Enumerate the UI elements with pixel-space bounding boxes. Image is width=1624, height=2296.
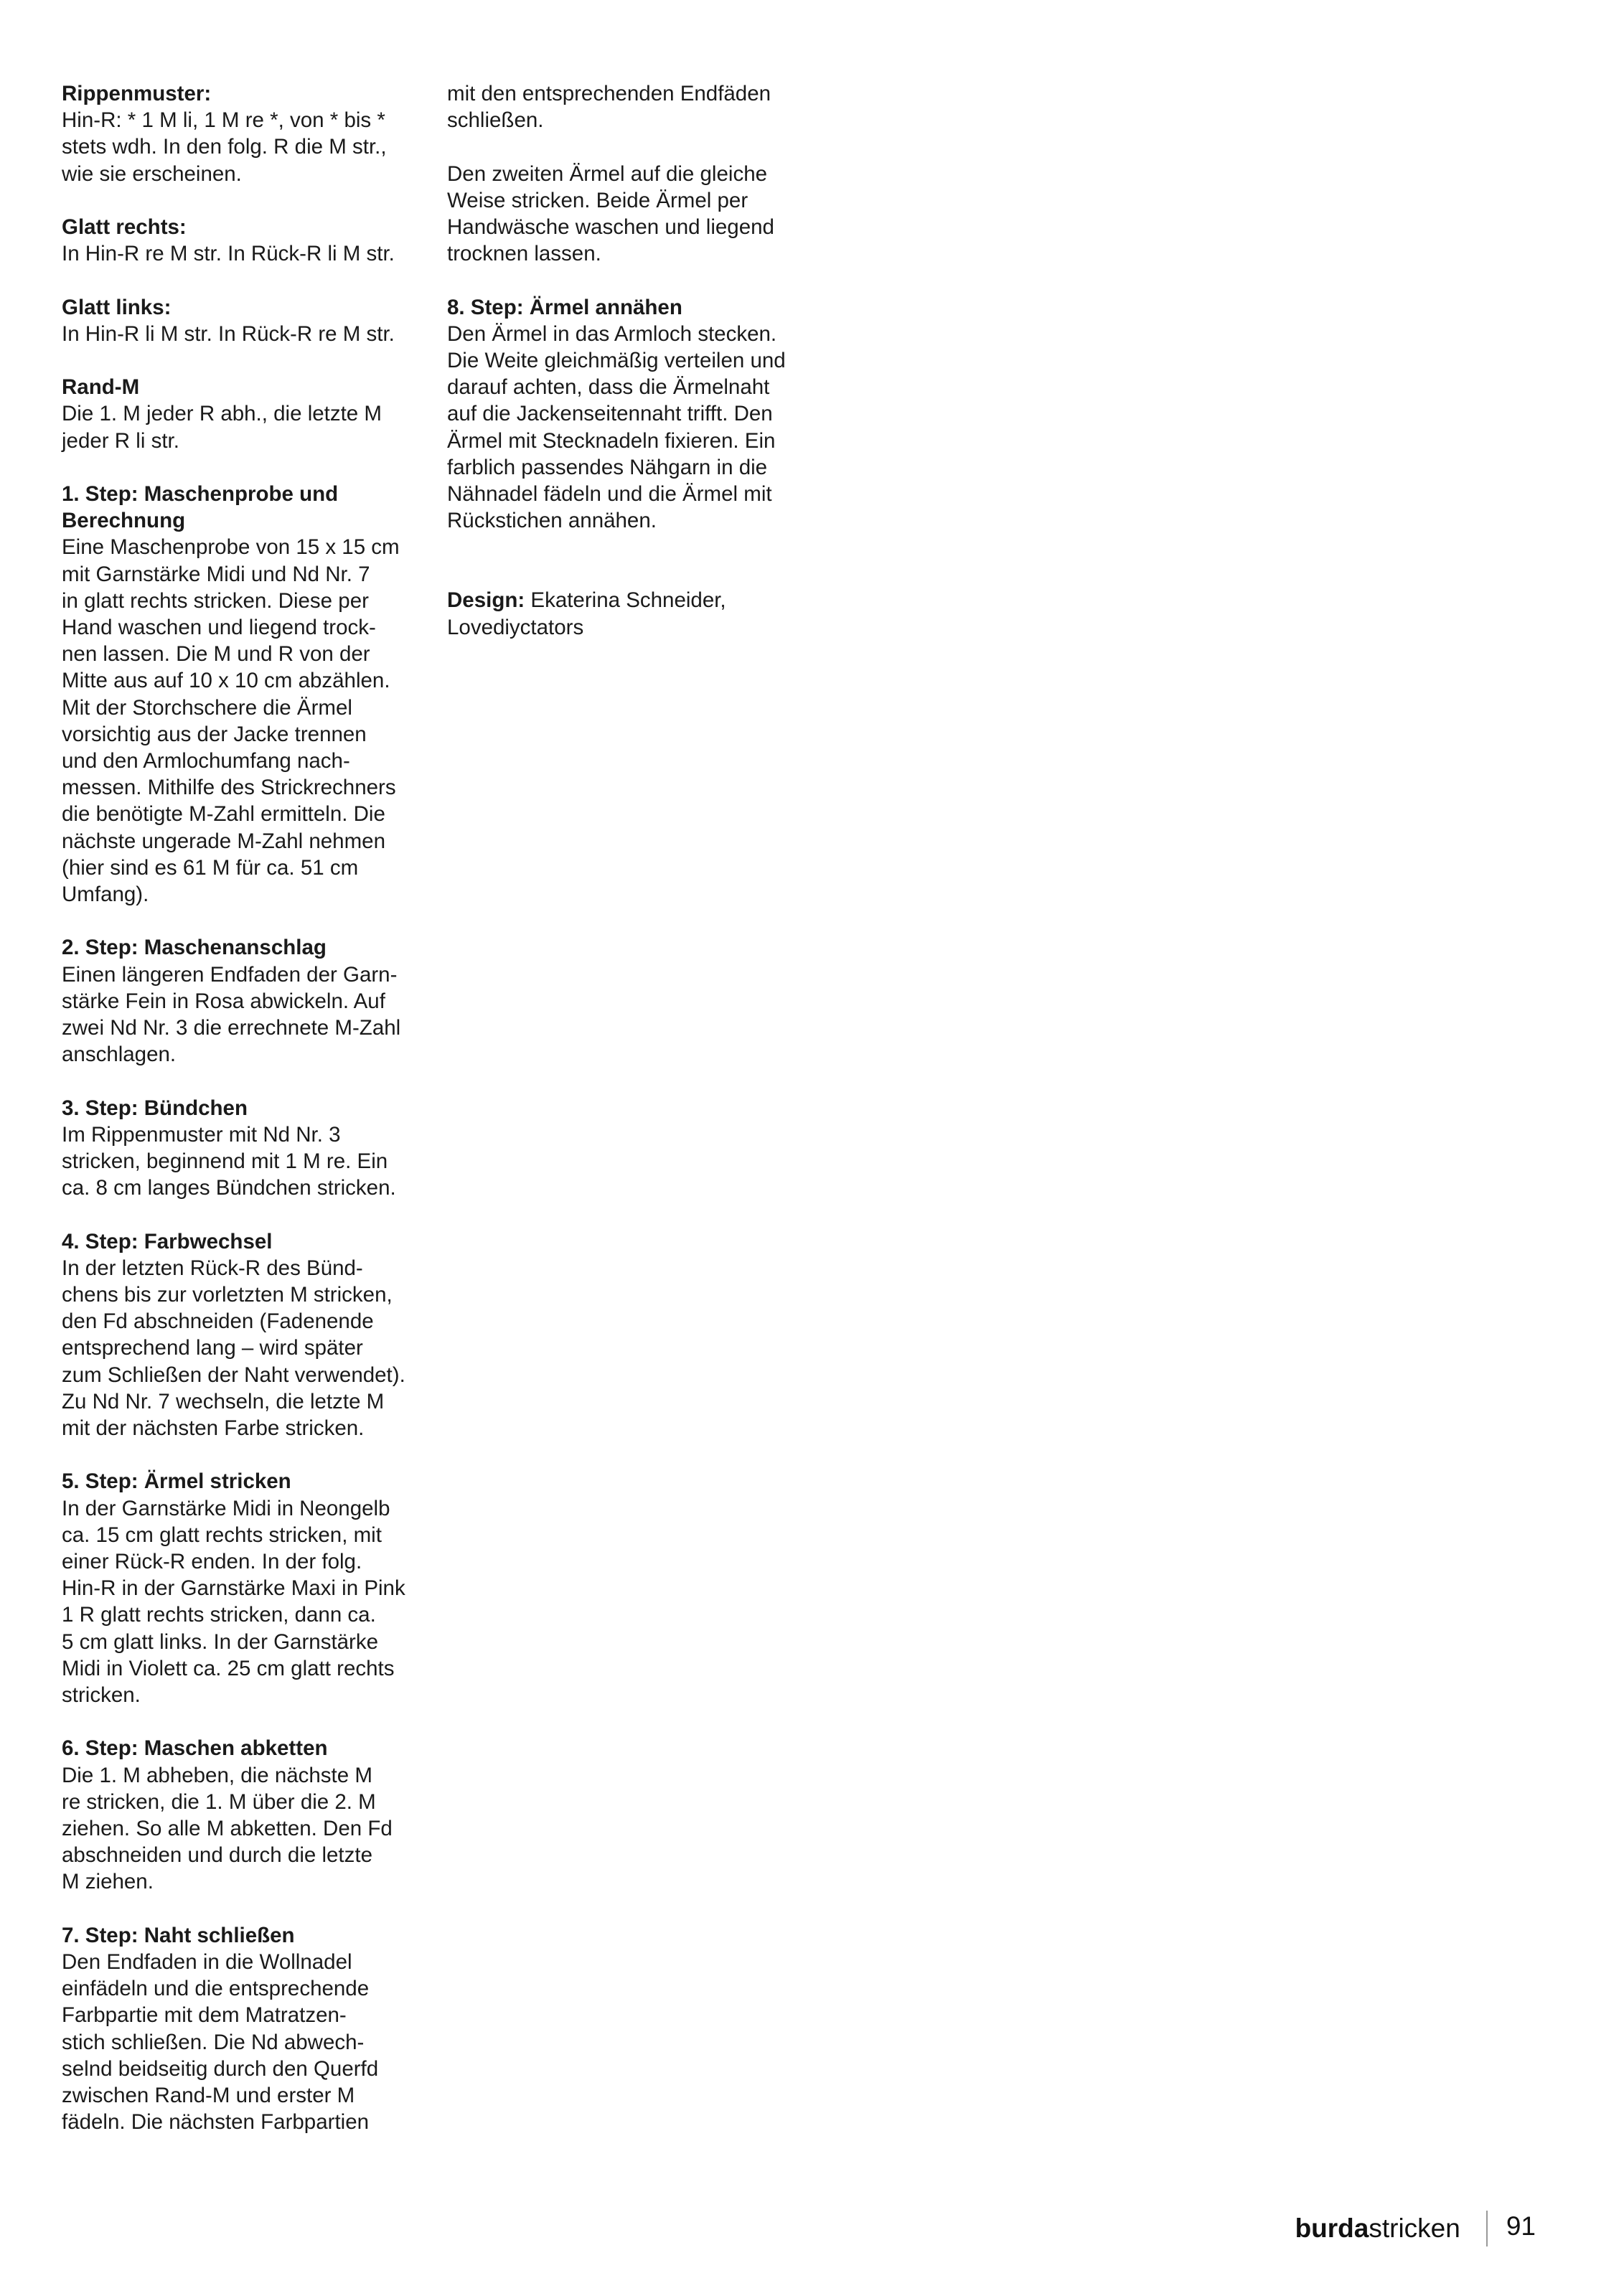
body-text-line: darauf achten, dass die Ärmelnaht [447,375,770,400]
body-text-line: In der Garnstärke Midi in Neongelb [62,1496,390,1520]
body-text-line: mit den entsprechenden Endfäden [447,82,771,105]
body-text-line: Midi in Violett ca. 25 cm glatt rechts [62,1656,395,1680]
body-text-line: einfädeln und die entsprechende [62,1977,370,2001]
body-text-line: Die 1. M abheben, die nächste M [62,1763,372,1787]
body-text-line: Die Weite gleichmäßig verteilen und [447,349,786,372]
body-text-line: stricken. [62,1683,141,1708]
credit-name: Ekaterina Schneider, [530,588,726,613]
body-text-line: In der letzten Rück-R des Bünd- [62,1256,363,1280]
body-text-line: ziehen. So alle M abketten. Den Fd [62,1817,393,1841]
section-heading: Glatt links: [62,295,172,319]
body-text-line: In Hin-R li M str. In Rück-R re M str. [62,321,395,346]
body-text-line: auf die Jackenseitennaht trifft. Den [447,402,773,426]
section-heading: Berechnung [62,509,186,533]
instruction-section [62,80,421,187]
brand-name-light: stricken [1369,2213,1460,2243]
body-text-line: jeder R li str. [62,428,179,453]
section-heading: Rippenmuster: [62,82,212,105]
body-text-line: (hier sind es 61 M für ca. 51 cm [62,855,359,880]
body-text-line: in glatt rechts stricken. Diese per [62,588,369,613]
body-text-line: stich schließen. Die Nd abwech- [62,2030,365,2054]
body-text-line: fädeln. Die nächsten Farbpartien [62,2110,370,2135]
body-text-line: selnd beidseitig durch den Querfd [62,2056,379,2081]
body-text-line: Zu Nd Nr. 7 wechseln, die letzte M [62,1389,385,1413]
body-text-line: Nähnadel fädeln und die Ärmel mit [447,482,772,507]
body-text-line: ca. 15 cm glatt rechts stricken, mit [62,1523,382,1547]
instruction-section [62,1228,421,1442]
right-column-sections [447,80,806,534]
credit-label: Design: [447,588,525,613]
left-column [62,80,421,2163]
body-text-line: die benötigte M-Zahl ermitteln. Die [62,802,385,827]
body-text-line: Ärmel mit Stecknadeln fixieren. Ein [447,428,776,453]
body-text-line: farblich passendes Nähgarn in die [447,455,768,479]
body-text-line: schließen. [447,108,544,133]
instruction-section [62,1095,421,1202]
body-text-line: Im Rippenmuster mit Nd Nr. 3 [62,1122,341,1147]
body-text-line: stets wdh. In den folg. R die M str., [62,135,387,159]
section-heading: 4. Step: Farbwechsel [62,1229,273,1253]
body-text-line: nen lassen. Die M und R von der [62,642,370,667]
instruction-section [62,1468,421,1708]
body-text-line: wie sie erscheinen. [62,161,242,186]
section-heading: Glatt rechts: [62,215,187,239]
design-credit [447,587,806,640]
instruction-section [447,80,806,133]
body-text-line: Hand waschen und liegend trock- [62,616,376,639]
body-text-line: chens bis zur vorletzten M stricken, [62,1283,393,1307]
section-heading: 2. Step: Maschenanschlag [62,936,327,960]
instruction-section [62,214,421,267]
instruction-section [62,1922,421,2136]
body-text-line: Mit der Storchschere die Ärmel [62,695,352,720]
body-text-line: zum Schließen der Naht verwendet). [62,1363,405,1387]
section-heading: 7. Step: Naht schließen [62,1923,295,1947]
body-text-line: mit Garnstärke Midi und Nd Nr. 7 [62,562,370,586]
body-text-line: 5 cm glatt links. In der Garnstärke [62,1629,379,1654]
body-text-line: Den zweiten Ärmel auf die gleiche [447,161,768,186]
body-text-line: messen. Mithilfe des Strickrechners [62,776,396,800]
instruction-section [447,161,806,268]
body-text-line: Weise stricken. Beide Ärmel per [447,188,748,212]
instruction-section [62,934,421,1068]
body-text-line: In Hin-R re M str. In Rück-R li M str. [62,242,395,266]
section-heading: 3. Step: Bündchen [62,1096,248,1120]
section-heading: 5. Step: Ärmel stricken [62,1469,291,1494]
credit-line [447,587,806,613]
body-text-line: einer Rück-R enden. In der folg. [62,1550,362,1574]
brand-name-bold: burda [1295,2213,1369,2243]
body-text-line: anschlagen. [62,1043,177,1067]
section-heading: Rand-M [62,375,140,400]
section-heading: 6. Step: Maschen abketten [62,1736,328,1761]
body-text-line: Mitte aus auf 10 x 10 cm abzählen. [62,669,390,693]
body-text-line: Handwäsche waschen und liegend [447,215,774,239]
section-heading: 8. Step: Ärmel annähen [447,295,682,319]
body-text-line: Den Endfaden in die Wollnadel [62,1950,352,1975]
body-text-line: Rückstichen annähen. [447,509,657,533]
body-text-line: M ziehen. [62,1870,154,1894]
body-text-line: zwischen Rand-M und erster M [62,2084,355,2108]
body-text-line: den Fd abschneiden (Fadenende [62,1309,374,1334]
body-text-line: 1 R glatt rechts stricken, dann ca. [62,1603,376,1627]
body-text-line: entsprechend lang – wird später [62,1336,363,1360]
instruction-section [447,294,806,535]
body-text-line: Farbpartie mit dem Matratzen- [62,2003,347,2028]
section-heading: 1. Step: Maschenprobe und [62,481,339,506]
body-text-line: zwei Nd Nr. 3 die errechnete M-Zahl [62,1016,401,1040]
instruction-section [62,294,421,347]
body-text-line: Die 1. M jeder R abh., die letzte M [62,402,382,426]
page-footer [1295,2210,1536,2247]
body-text-line: ca. 8 cm langes Bündchen stricken. [62,1176,396,1200]
instruction-section [62,481,421,908]
body-text-line: Hin-R in der Garnstärke Maxi in Pink [62,1576,405,1601]
body-text-line: stricken, beginnend mit 1 M re. Ein [62,1149,388,1174]
instruction-section [62,1735,421,1895]
body-text-line: trocknen lassen. [447,242,601,266]
body-text-line: Umfang). [62,883,149,907]
right-column [447,80,806,641]
footer-divider [1486,2211,1488,2246]
body-text-line: Einen längeren Endfaden der Garn- [62,962,398,987]
body-text-line: vorsichtig aus der Jacke trennen [62,722,367,746]
page-number: 91 [1506,2211,1536,2241]
body-text-line: mit der nächsten Farbe stricken. [62,1416,365,1441]
credit-line-2: Lovediyctators [447,615,584,639]
instruction-section [62,374,421,454]
body-text-line: stärke Fein in Rosa abwickeln. Auf [62,989,385,1013]
body-text-line: nächste ungerade M-Zahl nehmen [62,829,385,853]
body-text-line: und den Armlochumfang nach- [62,749,350,773]
body-text-line: re stricken, die 1. M über die 2. M [62,1789,376,1814]
body-text-line: Eine Maschenprobe von 15 x 15 cm [62,535,400,560]
body-text-line: Hin-R: * 1 M li, 1 M re *, von * bis * [62,108,385,133]
body-text-line: Den Ärmel in das Armloch stecken. [447,321,777,346]
body-text-line: abschneiden und durch die letzte [62,1843,372,1868]
